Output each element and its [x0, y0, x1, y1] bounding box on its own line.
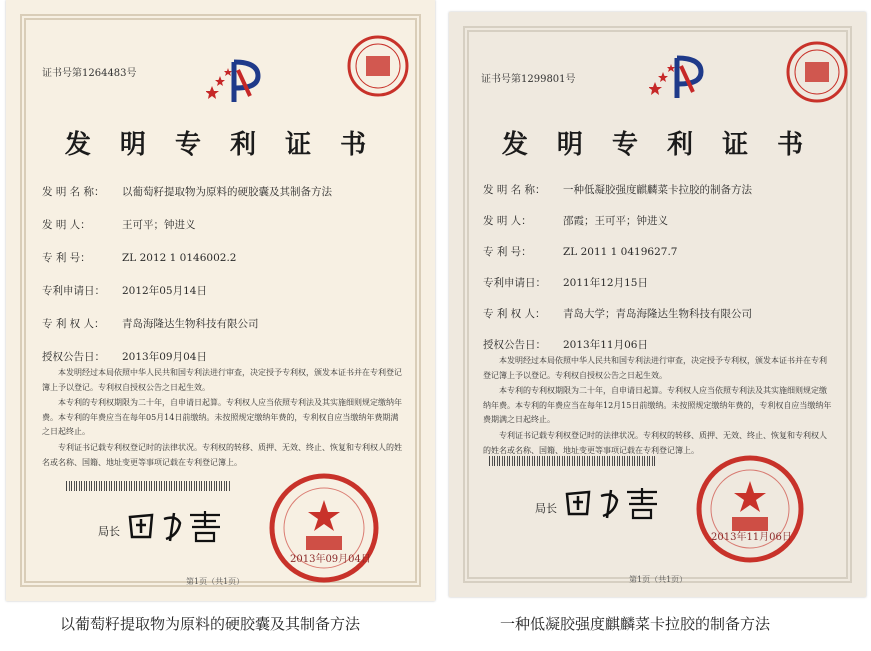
page-footer: 第1页（共1页） — [186, 577, 245, 586]
field-patent-number: 专 利 号： ZL 2011 1 0419627.7 — [483, 246, 678, 258]
paragraph-1: 本发明经过本局依照中华人民共和国专利法进行审查，决定授予专利权，颁发本证书并在专利登记簿上予以登记。专利权自授权公告之日起生效。 — [42, 368, 402, 392]
field-patentee: 专 利 权 人： 青岛海隆达生物科技有限公司 — [42, 318, 259, 330]
seal-top-icon — [785, 40, 849, 104]
seal-date: 2013年09月04日 — [290, 554, 371, 565]
barcode — [489, 456, 655, 466]
caption-left: 以葡萄籽提取物为原料的硬胶囊及其制备方法 — [60, 615, 361, 633]
paragraph-2: 本专利的专利权期限为二十年，自申请日起算。专利权人应当依照专利法及其实施细则规定缴纳年费。本专利的年费应当在每年05月14日前缴纳。未按照规定缴纳年费的，专利权自应当缴纳年费期满之日起终止。 — [42, 398, 402, 436]
field-invention-name: 发 明 名 称： 以葡萄籽提取物为原料的硬胶囊及其制备方法 — [42, 186, 332, 198]
certificate-left — [6, 0, 435, 601]
field-application-date: 专利申请日： 2012年05月14日 — [42, 285, 207, 297]
paragraph-2: 本专利的专利权期限为二十年，自申请日起算。专利权人应当依照专利法及其实施细则规定缴纳年费。本专利的年费应当在每年12月15日前缴纳。未按照规定缴纳年费的，专利权自应当缴纳年费期满之日起终止。 — [483, 386, 832, 424]
caption-right: 一种低凝胶强度麒麟菜卡拉胶的制备方法 — [500, 615, 771, 633]
director-signature-icon — [124, 505, 234, 545]
certificate-number: 证书号第1264483号 — [42, 68, 137, 79]
field-application-date: 专利申请日： 2011年12月15日 — [483, 277, 648, 289]
seal-top-icon — [346, 34, 410, 98]
director-label: 局长 — [98, 525, 120, 538]
field-invention-name: 发 明 名 称： 一种低凝胶强度麒麟菜卡拉胶的制备方法 — [483, 184, 752, 196]
paragraph-3: 专利证书记载专利权登记时的法律状况。专利权的转移、质押、无效、终止、恢复和专利权人的姓名或名称、国籍、地址变更等事项记载在专利登记簿上。 — [483, 431, 827, 455]
page-footer: 第1页（共1页） — [629, 575, 688, 584]
paragraph-3: 专利证书记载专利权登记时的法律状况。专利权的转移、质押、无效、终止、恢复和专利权人的姓名或名称、国籍、地址变更等事项记载在专利登记簿上。 — [42, 443, 402, 467]
official-seal-icon — [695, 454, 805, 564]
field-inventor: 发 明 人： 王可平；钟进义 — [42, 219, 196, 231]
director-signature-icon — [561, 482, 671, 522]
field-inventor: 发 明 人： 邵霞；王可平；钟进义 — [483, 215, 668, 227]
certificate-title: 发 明 专 利 证 书 — [64, 130, 377, 160]
patent-office-logo-icon — [649, 52, 709, 104]
paragraph-1: 本发明经过本局依照中华人民共和国专利法进行审查，决定授予专利权，颁发本证书并在专利登记簿上予以登记。专利权自授权公告之日起生效。 — [483, 356, 827, 380]
certificate-title: 发 明 专 利 证 书 — [501, 130, 814, 160]
certificate-number: 证书号第1299801号 — [481, 74, 576, 85]
director-label: 局长 — [535, 502, 557, 515]
field-patent-number: 专 利 号： ZL 2012 1 0146002.2 — [42, 252, 237, 264]
patent-office-logo-icon — [206, 56, 266, 108]
field-patentee: 专 利 权 人： 青岛大学；青岛海隆达生物科技有限公司 — [483, 308, 752, 320]
seal-date: 2013年11月06日 — [711, 532, 792, 543]
field-grant-date: 授权公告日： 2013年11月06日 — [483, 339, 648, 351]
field-grant-date: 授权公告日： 2013年09月04日 — [42, 351, 207, 363]
barcode — [66, 481, 230, 491]
certificate-right — [449, 12, 866, 597]
official-seal-icon — [268, 472, 380, 584]
